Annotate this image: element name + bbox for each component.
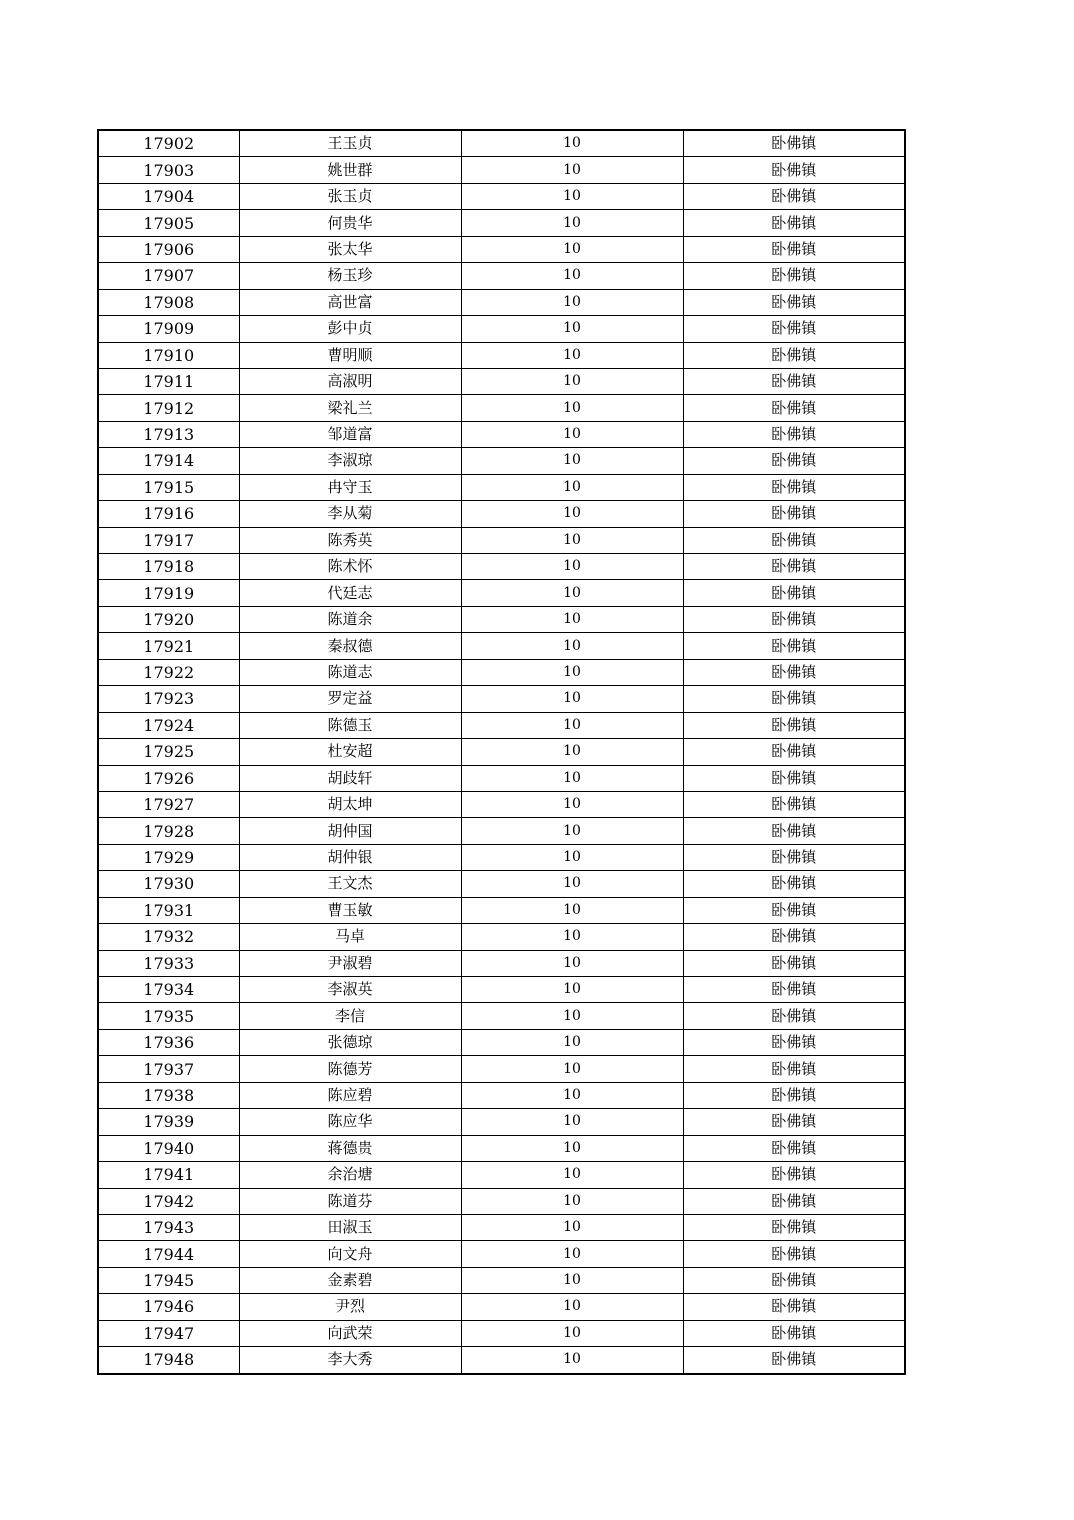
cell-town: 卧佛镇: [683, 210, 905, 236]
cell-amount: 10: [461, 606, 683, 632]
cell-id: 17929: [98, 844, 239, 870]
table-row: [98, 580, 905, 606]
cell-town: 卧佛镇: [683, 421, 905, 447]
cell-amount: 10: [461, 1267, 683, 1293]
cell-name: 陈应华: [239, 1109, 461, 1135]
cell-amount: 10: [461, 791, 683, 817]
cell-name: 冉守玉: [239, 474, 461, 500]
cell-amount: 10: [461, 210, 683, 236]
cell-town: 卧佛镇: [683, 1267, 905, 1293]
table-row: [98, 501, 905, 527]
cell-amount: 10: [461, 1188, 683, 1214]
table-row: [98, 818, 905, 844]
cell-town: 卧佛镇: [683, 1056, 905, 1082]
cell-town: 卧佛镇: [683, 527, 905, 553]
cell-town: 卧佛镇: [683, 606, 905, 632]
cell-amount: 10: [461, 236, 683, 262]
cell-id: 17925: [98, 739, 239, 765]
cell-name: 尹烈: [239, 1294, 461, 1320]
cell-id: 17937: [98, 1056, 239, 1082]
cell-amount: 10: [461, 739, 683, 765]
cell-amount: 10: [461, 844, 683, 870]
cell-name: 代廷志: [239, 580, 461, 606]
cell-name: 胡太坤: [239, 791, 461, 817]
cell-town: 卧佛镇: [683, 474, 905, 500]
cell-amount: 10: [461, 316, 683, 342]
cell-id: 17938: [98, 1082, 239, 1108]
cell-town: 卧佛镇: [683, 501, 905, 527]
table-row: [98, 395, 905, 421]
table-row: [98, 897, 905, 923]
cell-id: 17944: [98, 1241, 239, 1267]
cell-amount: 10: [461, 342, 683, 368]
table-row: [98, 210, 905, 236]
cell-name: 梁礼兰: [239, 395, 461, 421]
cell-id: 17928: [98, 818, 239, 844]
cell-id: 17933: [98, 950, 239, 976]
cell-name: 杜安超: [239, 739, 461, 765]
table-row: [98, 606, 905, 632]
cell-id: 17917: [98, 527, 239, 553]
data-table: [97, 129, 906, 1375]
cell-name: 马卓: [239, 924, 461, 950]
cell-amount: 10: [461, 1214, 683, 1240]
cell-town: 卧佛镇: [683, 554, 905, 580]
cell-amount: 10: [461, 924, 683, 950]
cell-name: 王玉贞: [239, 130, 461, 157]
table-row: [98, 686, 905, 712]
cell-id: 17939: [98, 1109, 239, 1135]
cell-town: 卧佛镇: [683, 1082, 905, 1108]
cell-town: 卧佛镇: [683, 1188, 905, 1214]
cell-name: 彭中贞: [239, 316, 461, 342]
cell-name: 胡仲银: [239, 844, 461, 870]
cell-id: 17905: [98, 210, 239, 236]
cell-name: 李淑英: [239, 977, 461, 1003]
cell-id: 17932: [98, 924, 239, 950]
cell-id: 17948: [98, 1347, 239, 1374]
table-body: [98, 130, 905, 1374]
cell-name: 王文杰: [239, 871, 461, 897]
cell-name: 姚世群: [239, 157, 461, 183]
cell-name: 张德琼: [239, 1029, 461, 1055]
cell-id: 17908: [98, 289, 239, 315]
cell-name: 何贵华: [239, 210, 461, 236]
cell-name: 曹玉敏: [239, 897, 461, 923]
cell-amount: 10: [461, 871, 683, 897]
cell-town: 卧佛镇: [683, 342, 905, 368]
cell-id: 17906: [98, 236, 239, 262]
cell-town: 卧佛镇: [683, 791, 905, 817]
cell-id: 17919: [98, 580, 239, 606]
cell-amount: 10: [461, 1320, 683, 1346]
table-row: [98, 712, 905, 738]
cell-id: 17914: [98, 448, 239, 474]
table-row: [98, 791, 905, 817]
table-row: [98, 263, 905, 289]
table-row: [98, 1267, 905, 1293]
cell-town: 卧佛镇: [683, 130, 905, 157]
cell-amount: 10: [461, 1082, 683, 1108]
cell-id: 17945: [98, 1267, 239, 1293]
cell-amount: 10: [461, 527, 683, 553]
cell-name: 邹道富: [239, 421, 461, 447]
cell-town: 卧佛镇: [683, 1320, 905, 1346]
cell-town: 卧佛镇: [683, 1241, 905, 1267]
cell-id: 17909: [98, 316, 239, 342]
table-row: [98, 1188, 905, 1214]
cell-id: 17916: [98, 501, 239, 527]
table-row: [98, 844, 905, 870]
cell-amount: 10: [461, 1162, 683, 1188]
cell-id: 17920: [98, 606, 239, 632]
table-row: [98, 950, 905, 976]
cell-id: 17940: [98, 1135, 239, 1161]
cell-town: 卧佛镇: [683, 316, 905, 342]
cell-name: 陈秀英: [239, 527, 461, 553]
cell-town: 卧佛镇: [683, 368, 905, 394]
cell-amount: 10: [461, 1294, 683, 1320]
cell-town: 卧佛镇: [683, 1109, 905, 1135]
table-row: [98, 1029, 905, 1055]
table-row: [98, 924, 905, 950]
cell-town: 卧佛镇: [683, 897, 905, 923]
cell-name: 向武荣: [239, 1320, 461, 1346]
cell-id: 17910: [98, 342, 239, 368]
cell-id: 17930: [98, 871, 239, 897]
table-row: [98, 527, 905, 553]
cell-town: 卧佛镇: [683, 1162, 905, 1188]
cell-amount: 10: [461, 554, 683, 580]
cell-id: 17936: [98, 1029, 239, 1055]
table-row: [98, 448, 905, 474]
cell-amount: 10: [461, 950, 683, 976]
table-row: [98, 474, 905, 500]
cell-amount: 10: [461, 157, 683, 183]
table-row: [98, 289, 905, 315]
cell-name: 陈德玉: [239, 712, 461, 738]
cell-id: 17902: [98, 130, 239, 157]
table-row: [98, 1320, 905, 1346]
cell-town: 卧佛镇: [683, 871, 905, 897]
cell-name: 陈德芳: [239, 1056, 461, 1082]
cell-amount: 10: [461, 448, 683, 474]
table-row: [98, 554, 905, 580]
cell-amount: 10: [461, 712, 683, 738]
cell-id: 17913: [98, 421, 239, 447]
table-row: [98, 765, 905, 791]
table-row: [98, 157, 905, 183]
cell-town: 卧佛镇: [683, 1029, 905, 1055]
cell-id: 17947: [98, 1320, 239, 1346]
cell-name: 余治塘: [239, 1162, 461, 1188]
cell-town: 卧佛镇: [683, 289, 905, 315]
cell-id: 17943: [98, 1214, 239, 1240]
cell-name: 蒋德贵: [239, 1135, 461, 1161]
cell-amount: 10: [461, 263, 683, 289]
cell-amount: 10: [461, 1029, 683, 1055]
cell-amount: 10: [461, 183, 683, 209]
cell-id: 17921: [98, 633, 239, 659]
cell-id: 17935: [98, 1003, 239, 1029]
cell-town: 卧佛镇: [683, 818, 905, 844]
cell-town: 卧佛镇: [683, 686, 905, 712]
cell-id: 17946: [98, 1294, 239, 1320]
cell-town: 卧佛镇: [683, 395, 905, 421]
cell-name: 田淑玉: [239, 1214, 461, 1240]
table-row: [98, 1294, 905, 1320]
cell-name: 胡歧轩: [239, 765, 461, 791]
cell-amount: 10: [461, 1241, 683, 1267]
cell-id: 17915: [98, 474, 239, 500]
cell-name: 李淑琼: [239, 448, 461, 474]
cell-name: 曹明顺: [239, 342, 461, 368]
cell-id: 17924: [98, 712, 239, 738]
cell-id: 17918: [98, 554, 239, 580]
cell-town: 卧佛镇: [683, 183, 905, 209]
cell-town: 卧佛镇: [683, 157, 905, 183]
cell-name: 李信: [239, 1003, 461, 1029]
cell-name: 胡仲国: [239, 818, 461, 844]
cell-name: 张玉贞: [239, 183, 461, 209]
cell-name: 尹淑碧: [239, 950, 461, 976]
cell-amount: 10: [461, 977, 683, 1003]
cell-town: 卧佛镇: [683, 1294, 905, 1320]
cell-town: 卧佛镇: [683, 1003, 905, 1029]
cell-id: 17904: [98, 183, 239, 209]
cell-id: 17911: [98, 368, 239, 394]
table-row: [98, 1003, 905, 1029]
cell-town: 卧佛镇: [683, 659, 905, 685]
cell-amount: 10: [461, 765, 683, 791]
table-row: [98, 977, 905, 1003]
cell-name: 陈应碧: [239, 1082, 461, 1108]
cell-amount: 10: [461, 1135, 683, 1161]
cell-id: 17903: [98, 157, 239, 183]
cell-town: 卧佛镇: [683, 1347, 905, 1374]
cell-name: 罗定益: [239, 686, 461, 712]
table-row: [98, 421, 905, 447]
cell-town: 卧佛镇: [683, 712, 905, 738]
table-row: [98, 1082, 905, 1108]
cell-id: 17927: [98, 791, 239, 817]
cell-amount: 10: [461, 1347, 683, 1374]
cell-town: 卧佛镇: [683, 263, 905, 289]
table-row: [98, 659, 905, 685]
cell-name: 张太华: [239, 236, 461, 262]
cell-amount: 10: [461, 474, 683, 500]
table-row: [98, 1241, 905, 1267]
cell-id: 17942: [98, 1188, 239, 1214]
cell-town: 卧佛镇: [683, 633, 905, 659]
cell-amount: 10: [461, 501, 683, 527]
table-row: [98, 236, 905, 262]
cell-name: 杨玉珍: [239, 263, 461, 289]
cell-amount: 10: [461, 130, 683, 157]
cell-amount: 10: [461, 659, 683, 685]
cell-town: 卧佛镇: [683, 580, 905, 606]
cell-id: 17941: [98, 1162, 239, 1188]
cell-amount: 10: [461, 818, 683, 844]
cell-name: 高世富: [239, 289, 461, 315]
cell-id: 17934: [98, 977, 239, 1003]
cell-amount: 10: [461, 368, 683, 394]
table-row: [98, 1214, 905, 1240]
cell-town: 卧佛镇: [683, 448, 905, 474]
cell-amount: 10: [461, 1003, 683, 1029]
cell-name: 陈道芬: [239, 1188, 461, 1214]
cell-id: 17923: [98, 686, 239, 712]
cell-name: 陈术怀: [239, 554, 461, 580]
table-row: [98, 871, 905, 897]
cell-name: 李大秀: [239, 1347, 461, 1374]
cell-amount: 10: [461, 633, 683, 659]
cell-town: 卧佛镇: [683, 236, 905, 262]
cell-amount: 10: [461, 421, 683, 447]
table-row: [98, 368, 905, 394]
table-row: [98, 739, 905, 765]
table-row: [98, 1162, 905, 1188]
table-row: [98, 1135, 905, 1161]
table-row: [98, 1347, 905, 1374]
cell-amount: 10: [461, 395, 683, 421]
table-row: [98, 1056, 905, 1082]
cell-amount: 10: [461, 897, 683, 923]
cell-amount: 10: [461, 580, 683, 606]
cell-town: 卧佛镇: [683, 924, 905, 950]
cell-id: 17931: [98, 897, 239, 923]
cell-amount: 10: [461, 1056, 683, 1082]
table-row: [98, 633, 905, 659]
cell-name: 金素碧: [239, 1267, 461, 1293]
cell-name: 陈道余: [239, 606, 461, 632]
cell-name: 秦叔德: [239, 633, 461, 659]
cell-amount: 10: [461, 1109, 683, 1135]
cell-town: 卧佛镇: [683, 1135, 905, 1161]
cell-id: 17926: [98, 765, 239, 791]
cell-amount: 10: [461, 686, 683, 712]
cell-town: 卧佛镇: [683, 1214, 905, 1240]
cell-id: 17912: [98, 395, 239, 421]
cell-town: 卧佛镇: [683, 977, 905, 1003]
cell-id: 17907: [98, 263, 239, 289]
table-row: [98, 183, 905, 209]
cell-town: 卧佛镇: [683, 739, 905, 765]
cell-amount: 10: [461, 289, 683, 315]
table-row: [98, 130, 905, 157]
cell-town: 卧佛镇: [683, 844, 905, 870]
table-row: [98, 316, 905, 342]
cell-name: 陈道志: [239, 659, 461, 685]
table-row: [98, 1109, 905, 1135]
cell-town: 卧佛镇: [683, 765, 905, 791]
cell-id: 17922: [98, 659, 239, 685]
cell-name: 高淑明: [239, 368, 461, 394]
cell-town: 卧佛镇: [683, 950, 905, 976]
cell-name: 向文舟: [239, 1241, 461, 1267]
cell-name: 李从菊: [239, 501, 461, 527]
table-row: [98, 342, 905, 368]
